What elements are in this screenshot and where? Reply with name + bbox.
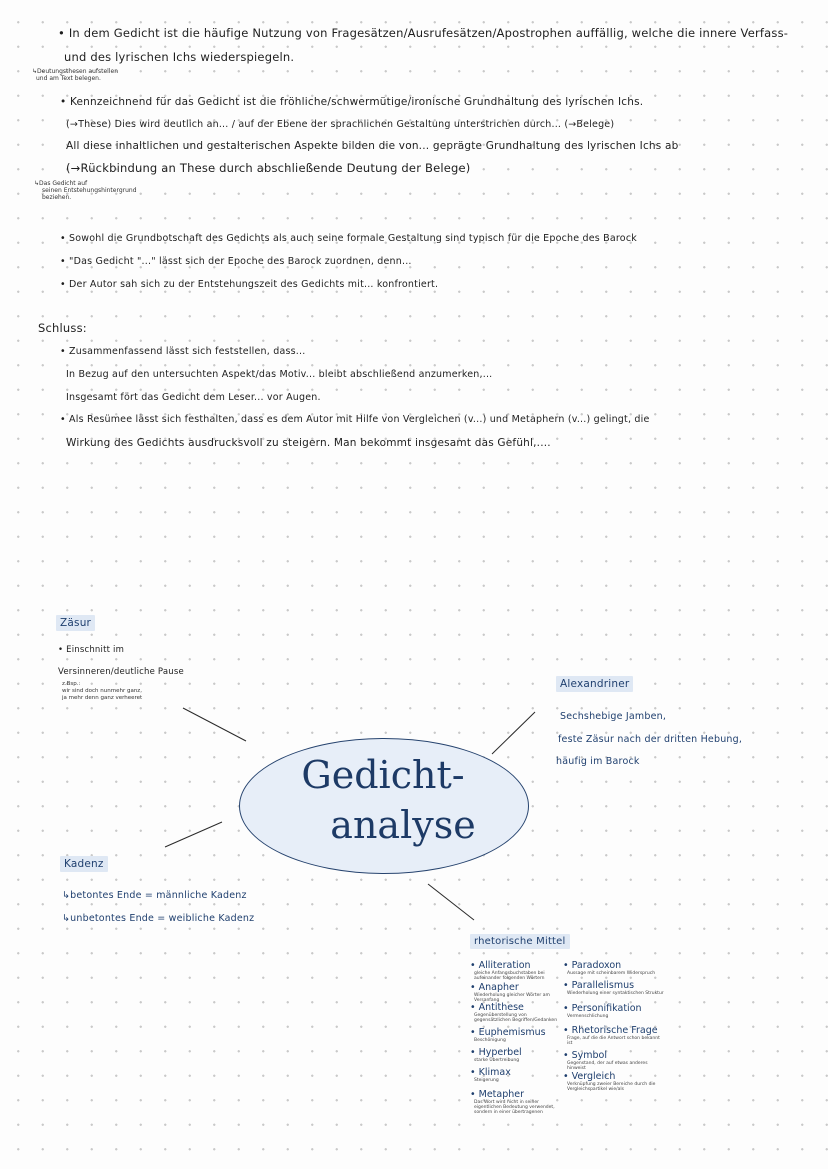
rhetorik-right-item [563,1050,665,1071]
rhetorik-term: • Symbol [563,1050,608,1061]
rhetorik-desc: Aussage mit scheinbarem Widerspruch [567,971,656,976]
rhetorik-term: • Klimax [470,1067,511,1078]
rhetorik-term: • Antithese [470,1002,524,1013]
rhetorik-left-list [470,960,564,1129]
rhetorik-term: • Metapher [470,1089,525,1100]
context-line-1: • Sowohl die Grundbotschaft des Gedichts als auch seine formale Gestaltung sind typisch für die Epoche des Barock [60,233,637,244]
alexandriner-title: Alexandriner [556,676,633,692]
connector-kadenz [165,822,222,847]
rhetorik-left-item [470,1002,564,1027]
rhetorik-term: • Vergleich [563,1071,616,1082]
zaesur-title: Zäsur [56,615,95,631]
rhetorik-left-item [470,1067,564,1089]
rhetorik-term: • Alliteration [470,960,531,971]
connector-alexandriner [492,712,535,754]
schluss-line-1: • Zusammenfassend lässt sich feststellen, dass... [60,346,306,357]
rhetorik-right-item [563,980,665,1003]
rhetorik-term: • Euphemismus [470,1027,546,1038]
rhetorik-term: • Parallelismus [563,980,635,991]
intro-line-1: • In dem Gedicht ist die häufige Nutzung von Fragesätzen/Ausrufesätzen/Apostrophen auffällig, welche die innere Verfass- [58,26,789,40]
rhetorik-right-item [563,1025,665,1050]
rhetorik-right-list [563,960,665,1101]
rhetorik-desc: Gegenüberstellung von gegensätzlichen Begriffen/Gedanken [474,1013,558,1023]
thesis-line-3: All diese inhaltlichen und gestalterischen Aspekte bilden die von... geprägte Grundhaltung des lyrischen Ichs ab [66,140,679,152]
thesis-line-4: (→Rückbindung an These durch abschließende Deutung der Belege) [66,161,471,175]
thesis-line-2: (→These) Dies wird deutlich an... / auf der Ebene der sprachlichen Gestaltung unterstrichen durch... (→Belege) [66,119,615,130]
center-title-line-1: Gedicht- [301,753,465,797]
rhetorik-desc: Steigerung [474,1078,499,1083]
rhetorik-left-item [470,960,564,982]
rhetorik-left-item [470,1027,564,1047]
kadenz-line-1: ↳betontes Ende = männliche Kadenz [62,890,247,901]
rhetorik-left-item [470,1047,564,1067]
rhetorik-desc: Gegenstand, der auf etwas anderes hinweist [567,1061,648,1071]
alexandriner-line-2: feste Zäsur nach der dritten Hebung, [558,734,743,745]
schluss-line-2: In Bezug auf den untersuchten Aspekt/das Motiv... bleibt abschließend anzumerken,... [66,369,493,380]
rhetorik-desc: starke Übertreibung [474,1058,520,1063]
center-title-line-2: analyse [330,803,476,847]
schluss-line-3: Insgesamt fört das Gedicht dem Leser... vor Augen. [66,392,321,403]
kadenz-line-2: ↳unbetontes Ende = weibliche Kadenz [62,913,255,924]
schluss-line-4: • Als Resümee lässt sich festhalten, dass es dem Autor mit Hilfe von Vergleichen (v...) und Metaphern (v...) gelingt, die [60,414,650,425]
zaesur-line-2: Versinneren/deutliche Pause [58,667,184,677]
intro-line-2: und des lyrischen Ichs wiederspiegeln. [64,50,295,64]
rhetorik-right-item [563,1003,665,1025]
rhetorik-term: • Anapher [470,982,519,993]
zaesur-example: z.Bsp.: wir sind doch nunmehr ganz, ja mehr denn ganz verheeret [62,681,143,701]
rhetorik-desc: Das Wort wird nicht in seiner eigentlichen Bedeutung verwendet, sondern in einer übertragenen [474,1100,555,1115]
alexandriner-line-3: häufig im Barock [556,756,640,767]
rhetorik-title: rhetorische Mittel [470,934,570,949]
schluss-heading: Schluss: [38,321,87,335]
rhetorik-left-item [470,1089,564,1129]
side-note-1: ↳Deutungsthesen aufstellen und am Text belegen. [32,68,118,82]
rhetorik-right-item [563,1071,665,1101]
rhetorik-desc: Wiederholung gleicher Wörter am Versanfang [474,993,550,1002]
rhetorik-desc: gleiche Anfangsbuchstaben bei aufeinander folgenden Wörtern [474,971,545,981]
rhetorik-term: • Hyperbel [470,1047,522,1058]
rhetorik-desc: Vermenschlichung [567,1014,609,1019]
kadenz-title: Kadenz [60,856,108,872]
thesis-line-1: • Kennzeichnend für das Gedicht ist die fröhliche/schwermütige/ironische Grundhaltung des lyrischen Ichs. [60,96,644,108]
rhetorik-term: • Rhetorische Frage [563,1025,658,1036]
rhetorik-term: • Personifikation [563,1003,642,1014]
side-note-2: ↳Das Gedicht auf seinen Entstehungshintergrund beziehen. [34,180,137,201]
connector-rhetorik [428,884,474,920]
rhetorik-desc: Wiederholung einer syntaktischen Struktur [567,991,664,996]
context-line-3: • Der Autor sah sich zu der Entstehungszeit des Gedichts mit... konfrontiert. [60,279,439,290]
alexandriner-line-1: Sechshebige Jamben, [560,711,667,722]
rhetorik-left-item [470,982,564,1002]
rhetorik-desc: Verknüpfung zweier Bereiche durch die Vergleichspartikel wie/als [567,1082,656,1092]
connector-zaesur [183,708,246,741]
schluss-line-5: Wirkung des Gedichts ausdrucksvoll zu steigern. Man bekommt insgesamt das Gefühl,.... [66,437,551,449]
rhetorik-right-item [563,960,665,980]
rhetorik-desc: Frage, auf die die Antwort schon bekannt ist [567,1036,660,1046]
rhetorik-desc: Beschönigung [474,1038,506,1043]
context-line-2: • "Das Gedicht "..." lässt sich der Epoche des Barock zuordnen, denn... [60,256,412,267]
rhetorik-term: • Paradoxon [563,960,622,971]
zaesur-line-1: • Einschnitt im [58,645,125,655]
